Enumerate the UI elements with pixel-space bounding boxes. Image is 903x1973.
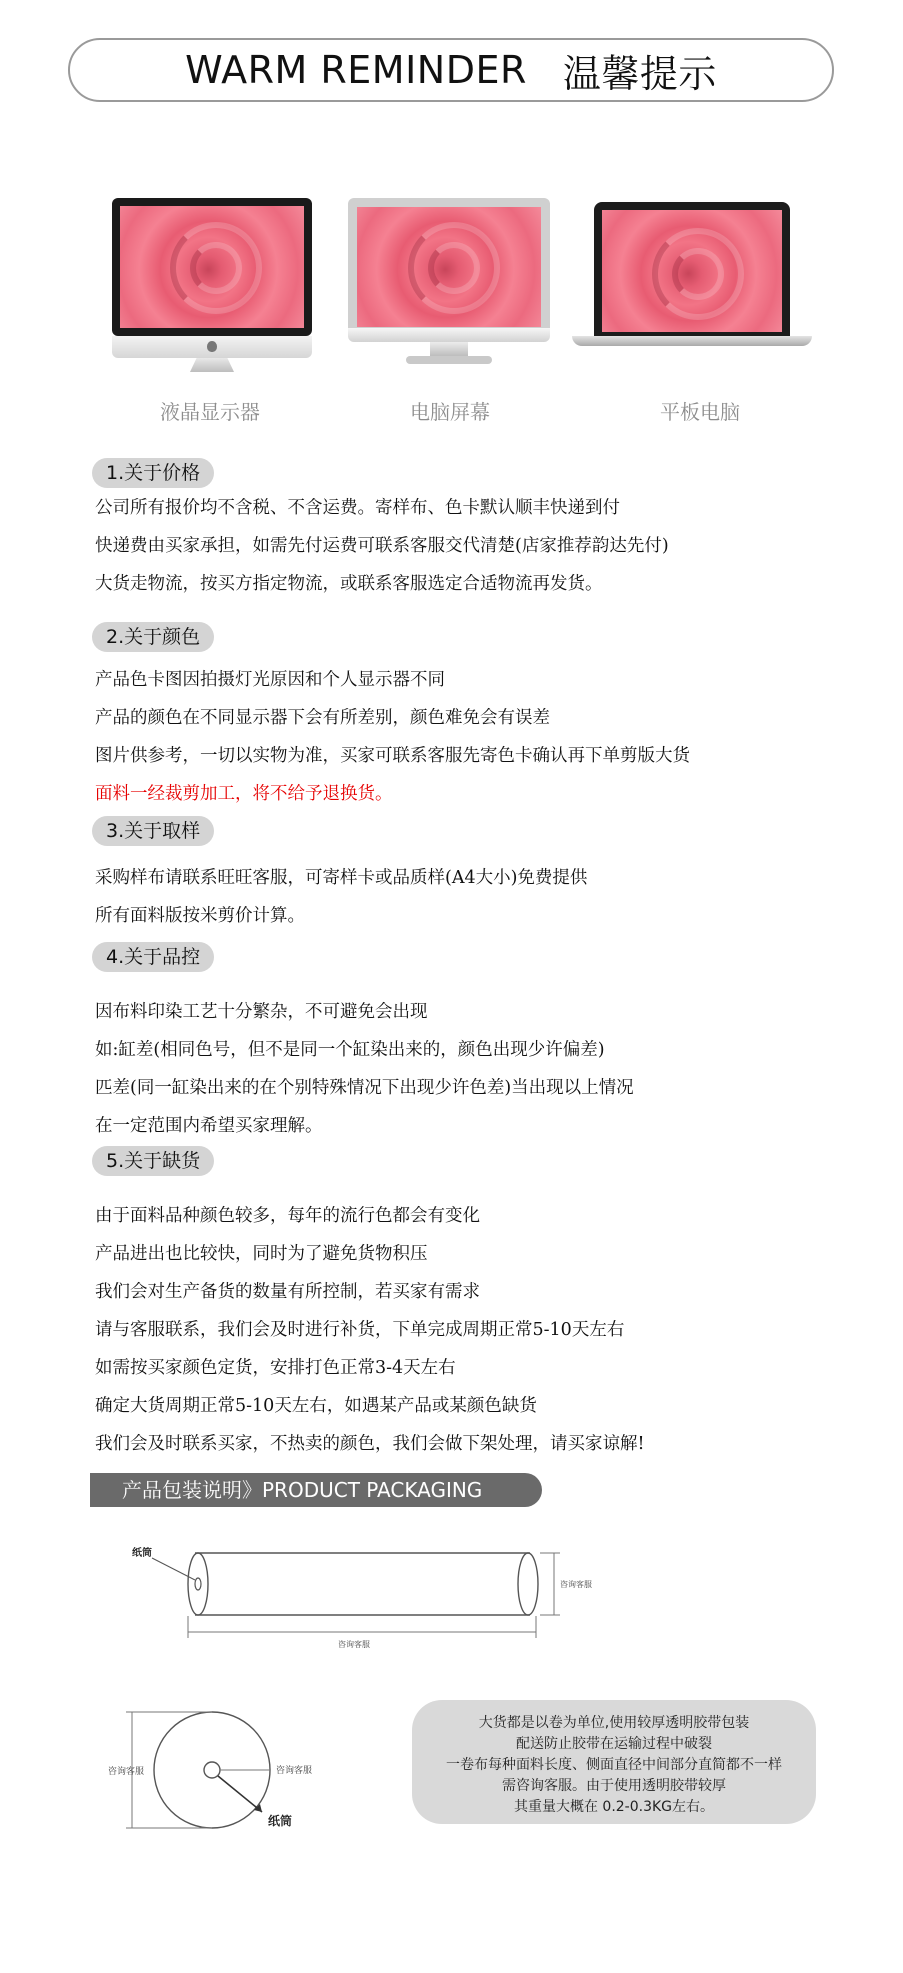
lcd-monitor-image [112, 198, 312, 374]
section-heading-price: 1.关于价格 [92, 458, 214, 488]
stock-line: 产品进出也比较快，同时为了避免货物积压 [95, 1244, 428, 1264]
stock-line: 确定大货周期正常5-10天左右，如遇某产品或某颜色缺货 [95, 1396, 537, 1416]
diameter-label: 咨询客服 [560, 1580, 592, 1589]
title-zh: 温馨提示 [562, 51, 717, 96]
stock-line: 我们会对生产备货的数量有所控制，若买家有需求 [95, 1282, 480, 1302]
packaging-note-line: 一卷布每种面料长度、侧面直径中间部分直简都不一样 [446, 1757, 782, 1773]
quality-line: 在一定范围内希望买家理解。 [95, 1116, 323, 1136]
stock-line: 如需按买家颜色定货，安排打色正常3-4天左右 [95, 1358, 456, 1378]
price-line: 快递费由买家承担，如需先付运费可联系客服交代清楚(店家推荐韵达先付) [95, 536, 669, 556]
computer-screen-image [348, 198, 550, 366]
device-label-tablet: 平板电脑 [660, 400, 740, 424]
no-return-warning: 面料一经裁剪加工，将不给予退换货。 [95, 784, 393, 804]
stock-line: 我们会及时联系买家，不热卖的颜色，我们会做下架处理，请买家谅解! [95, 1434, 645, 1454]
device-label-computer: 电脑屏幕 [410, 400, 490, 424]
packaging-note-line: 大货都是以卷为单位,使用较厚透明胶带包装 [478, 1715, 750, 1731]
paper-tube-end-label: 纸筒 [268, 1814, 293, 1828]
packaging-note-line: 需咨询客服。由于使用透明胶带较厚 [502, 1778, 726, 1794]
section-heading-quality: 4.关于品控 [92, 942, 214, 972]
color-line: 产品色卡图因拍摄灯光原因和个人显示器不同 [95, 670, 445, 690]
tablet-laptop-image [572, 202, 812, 352]
section-heading-color: 2.关于颜色 [92, 622, 214, 652]
sample-line: 采购样布请联系旺旺客服，可寄样卡或品质样(A4大小)免费提供 [95, 868, 588, 888]
inner-size-label: 咨询客服 [276, 1766, 313, 1776]
quality-line: 如:缸差(相同色号，但不是同一个缸染出来的，颜色出现少许偏差) [95, 1040, 605, 1060]
apple-logo-icon [207, 341, 217, 352]
stock-line: 由于面料品种颜色较多，每年的流行色都会有变化 [95, 1206, 480, 1226]
length-label: 咨询客服 [338, 1640, 370, 1649]
quality-line: 因布料印染工艺十分繁杂，不可避免会出现 [95, 1002, 428, 1022]
outer-size-label: 咨询客服 [108, 1767, 145, 1777]
quality-line: 匹差(同一缸染出来的在个别特殊情况下出现少许色差)当出现以上情况 [95, 1078, 634, 1098]
section-heading-sample: 3.关于取样 [92, 816, 214, 846]
fabric-roll-side-diagram [120, 1530, 600, 1660]
section-heading-stock: 5.关于缺货 [92, 1146, 214, 1176]
packaging-heading: 产品包装说明》PRODUCT PACKAGING [90, 1473, 542, 1507]
color-line: 图片供参考，一切以实物为准，买家可联系客服先寄色卡确认再下单剪版大货 [95, 746, 690, 766]
paper-tube-label: 纸筒 [132, 1548, 152, 1559]
price-line: 公司所有报价均不含税、不含运费。寄样布、色卡默认顺丰快递到付 [95, 498, 620, 518]
sample-line: 所有面料版按米剪价计算。 [95, 906, 305, 926]
color-line: 产品的颜色在不同显示器下会有所差别，颜色难免会有误差 [95, 708, 550, 728]
packaging-note-line: 配送防止胶带在运输过程中破裂 [516, 1736, 712, 1752]
page-title [68, 38, 834, 102]
stock-line: 请与客服联系，我们会及时进行补货，下单完成周期正常5-10天左右 [95, 1320, 625, 1340]
title-en: WARM REMINDER [185, 48, 527, 92]
price-line: 大货走物流，按买方指定物流，或联系客服选定合适物流再发货。 [95, 574, 603, 594]
packaging-note-line: 其重量大概在 0.2-0.3KG左右。 [513, 1799, 715, 1815]
fabric-roll-end-diagram [100, 1700, 360, 1850]
device-label-lcd: 液晶显示器 [160, 400, 260, 424]
